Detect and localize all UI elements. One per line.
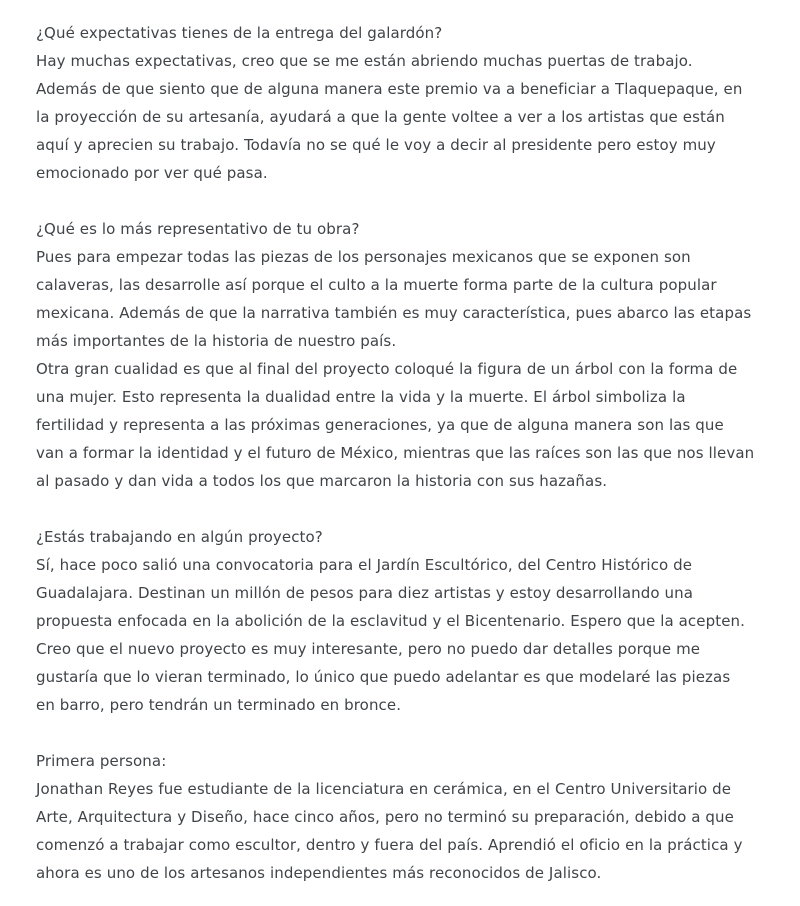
text-line: comenzó a trabajar como escultor, dentro y fuera del país. Aprendió el oficio en la práctica y [36, 836, 743, 854]
text-line: una mujer. Esto representa la dualidad entre la vida y la muerte. El árbol simboliza la [36, 388, 686, 406]
section-lead-line: ¿Qué expectativas tienes de la entrega del galardón? [36, 24, 443, 42]
section-lead-line: ¿Qué es lo más representativo de tu obra? [36, 220, 360, 238]
qa-section [36, 215, 792, 495]
text-line: Creo que el nuevo proyecto es muy interesante, pero no puedo dar detalles porque me [36, 640, 701, 658]
section-lead-line: ¿Estás trabajando en algún proyecto? [36, 528, 323, 546]
text-line: van a formar la identidad y el futuro de México, mientras que las raíces son las que nos llevan [36, 444, 755, 462]
text-line: Sí, hace poco salió una convocatoria para el Jardín Escultórico, del Centro Histórico de [36, 556, 693, 574]
text-line: más importantes de la historia de nuestro país. [36, 332, 397, 350]
text-line: Guadalajara. Destinan un millón de pesos para diez artistas y estoy desarrollando una [36, 584, 694, 602]
text-line: Arte, Arquitectura y Diseño, hace cinco años, pero no terminó su preparación, debido a que [36, 808, 734, 826]
text-line: ahora es uno de los artesanos independientes más reconocidos de Jalisco. [36, 864, 602, 882]
text-line: propuesta enfocada en la abolición de la esclavitud y el Bicentenario. Espero que la acepten. [36, 612, 745, 630]
text-line: la proyección de su artesanía, ayudará a que la gente voltee a ver a los artistas que están [36, 108, 725, 126]
text-line: emocionado por ver qué pasa. [36, 164, 268, 182]
text-line: mexicana. Además de que la narrativa también es muy característica, pues abarco las etapas [36, 304, 752, 322]
text-line: Jonathan Reyes fue estudiante de la licenciatura en cerámica, en el Centro Universitario de [36, 780, 732, 798]
text-line: al pasado y dan vida a todos los que marcaron la historia con sus hazañas. [36, 472, 608, 490]
text-line: en barro, pero tendrán un terminado en bronce. [36, 696, 402, 714]
text-line: gustaría que lo vieran terminado, lo único que puedo adelantar es que modelaré las piezas [36, 668, 731, 686]
text-line: aquí y aprecien su trabajo. Todavía no se qué le voy a decir al presidente pero estoy muy [36, 136, 716, 154]
text-line: Hay muchas expectativas, creo que se me están abriendo muchas puertas de trabajo. [36, 52, 693, 70]
text-line: Pues para empezar todas las piezas de los personajes mexicanos que se exponen son [36, 248, 691, 266]
text-line: calaveras, las desarrolle así porque el culto a la muerte forma parte de la cultura popular [36, 276, 717, 294]
section-lead-line: Primera persona: [36, 752, 167, 770]
qa-section [36, 747, 792, 887]
text-line: Otra gran cualidad es que al final del proyecto coloqué la figura de un árbol con la forma de [36, 360, 738, 378]
text-line: Además de que siento que de alguna manera este premio va a beneficiar a Tlaquepaque, en [36, 80, 743, 98]
text-line: fertilidad y representa a las próximas generaciones, ya que de alguna manera son las que [36, 416, 724, 434]
qa-section [36, 19, 792, 187]
qa-section [36, 523, 792, 719]
